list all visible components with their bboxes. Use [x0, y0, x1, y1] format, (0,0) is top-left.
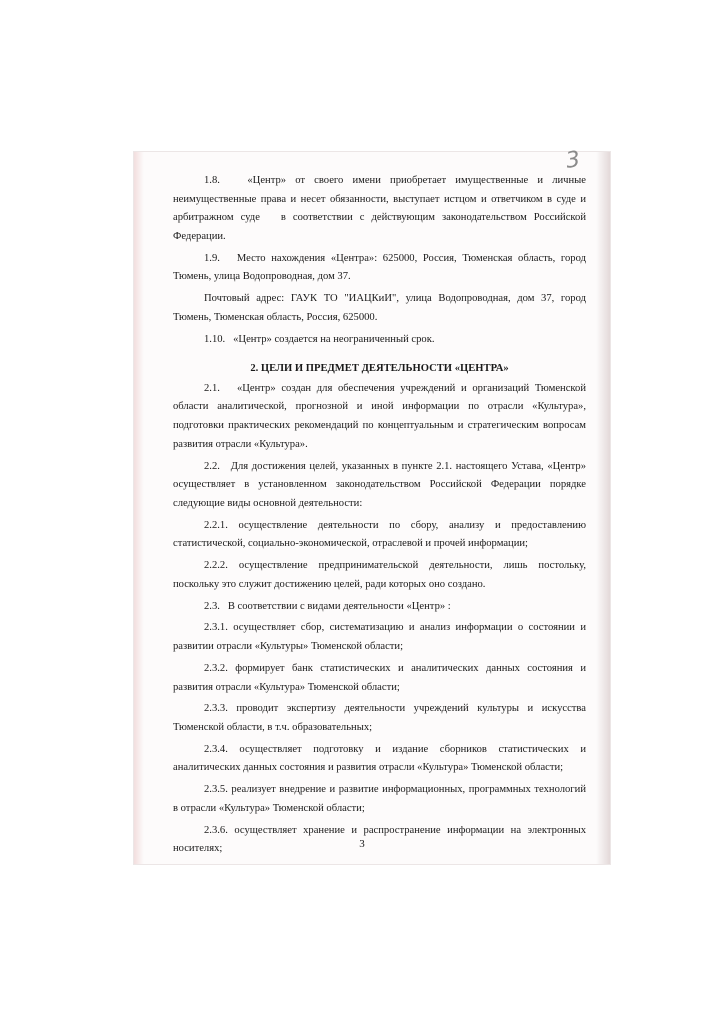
- handwritten-page-number: 3: [564, 147, 582, 174]
- paragraph-2-3-6: 2.3.6. осуществляет хранение и распространение информации на электронных носителях;: [173, 824, 586, 855]
- document-body: [173, 172, 586, 862]
- section-heading: 2. ЦЕЛИ И ПРЕДМЕТ ДЕЯТЕЛЬНОСТИ «ЦЕНТРА»: [250, 363, 509, 375]
- paragraph-2-3-4: 2.3.4. осуществляет подготовку и издание сборников статистических и аналитических данных состояния и развития отрасли «Культура» Тюменской области;: [173, 743, 586, 774]
- sheet-left-edge: [134, 152, 144, 864]
- sheet-right-edge: [596, 152, 610, 864]
- paragraph-2-3: 2.3. В соответствии с видами деятельности «Центр» :: [204, 600, 451, 612]
- paragraph-2-3-5: 2.3.5. реализует внедрение и развитие информационных, программных технологий в отрасли «Культура» Тюменской области;: [173, 784, 586, 814]
- page-number: 3: [359, 838, 365, 850]
- paragraph-2-3-1: 2.3.1. осуществляет сбор, систематизацию и анализ информации о состоянии и развитии отрасли «Культуры» Тюменской области;: [173, 622, 586, 653]
- paragraph-2-1: 2.1. «Центр» создан для обеспечения учреждений и организаций Тюменской области аналитической, прогнозной и иной информации по отрасли «Культура», подготовки практических рекомендаций по концептуальным и стратегическим вопросам развития отрасли «Культура».: [173, 382, 586, 450]
- paragraph-postal-address: Почтовый адрес: ГАУК ТО "ИАЦКиИ", улица Водопроводная, дом 37, город Тюмень, Тюменская область, Россия, 625000.: [173, 293, 586, 323]
- paragraph-2-2-1: 2.2.1. осуществление деятельности по сбору, анализу и предоставлению статистической, социально-экономической, отраслевой и прочей информации;: [173, 519, 586, 550]
- paragraph-2-2-2: 2.2.2. осуществление предпринимательской деятельности, лишь постольку, поскольку это служит достижению целей, ради которых оно создано.: [173, 560, 586, 590]
- paragraph-2-3-3: 2.3.3. проводит экспертизу деятельности учреждений культуры и искусства Тюменской области, в т.ч. образовательных;: [173, 703, 586, 733]
- paragraph-2-2: 2.2. Для достижения целей, указанных в пункте 2.1. настоящего Устава, «Центр» осуществляет в установленном законодательством Российской Федерации порядке следующие виды основной деятельности:: [173, 460, 586, 509]
- paragraph-1-9: 1.9. Место нахождения «Центра»: 625000, Россия, Тюменская область, город Тюмень, улица Водопроводная, дом 37.: [173, 252, 586, 283]
- paragraph-1-10: 1.10. «Центр» создается на неограниченный срок.: [204, 333, 435, 345]
- paragraph-2-3-2: 2.3.2. формирует банк статистических и аналитических данных состояния и развития отрасли «Культура» Тюменской области;: [173, 662, 586, 693]
- paragraph-1-8: 1.8. «Центр» от своего имени приобретает имущественные и личные неимущественные права и несет обязанности, выступает истцом и ответчиком в суде и арбитражном суде в соответствии с действующим законодательством Российской Федерации.: [173, 175, 586, 242]
